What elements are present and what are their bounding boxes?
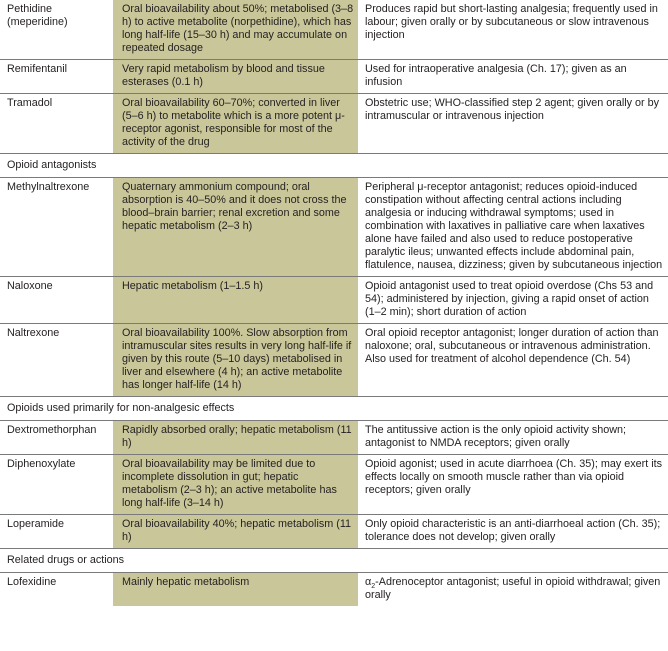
- drug-name: Naloxone: [0, 277, 113, 324]
- pharmacokinetics: Oral bioavailability 60–70%; converted in liver (5–6 h) to metabolite which is a more potent μ-receptor agonist, responsible for most of the activity of the drug: [113, 94, 358, 154]
- pharmacokinetics: Rapidly absorbed orally; hepatic metabolism (11 h): [113, 421, 358, 455]
- section-title: Opioid antagonists: [0, 154, 668, 178]
- section-title: Opioids used primarily for non-analgesic effects: [0, 397, 668, 421]
- pharmacokinetics: Very rapid metabolism by blood and tissue esterases (0.1 h): [113, 60, 358, 94]
- table-row: [0, 324, 668, 397]
- drug-name: Naltrexone: [0, 324, 113, 397]
- pharmacokinetics: Oral bioavailability 40%; hepatic metabolism (11 h): [113, 515, 358, 549]
- pharmacokinetics: Oral bioavailability may be limited due to incomplete dissolution in gut; hepatic metabolism (2–3 h); an active metabolite has long half-life (3–14 h): [113, 455, 358, 515]
- section-header-row: [0, 154, 668, 178]
- pharmacokinetics: Mainly hepatic metabolism: [113, 573, 358, 607]
- section-header-row: [0, 549, 668, 573]
- clinical-effects: [358, 573, 668, 607]
- table-row: [0, 60, 668, 94]
- clinical-effects: Opioid antagonist used to treat opioid overdose (Chs 53 and 54); administered by injection, giving a rapid onset of action (1–2 min); short duration of action: [358, 277, 668, 324]
- clinical-effects: Produces rapid but short-lasting analgesia; frequently used in labour; given orally or by subcutaneous or slow intravenous injection: [358, 0, 668, 60]
- table-row: [0, 455, 668, 515]
- drug-name: Diphenoxylate: [0, 455, 113, 515]
- clinical-effects: Only opioid characteristic is an anti-diarrhoeal action (Ch. 35); tolerance does not develop; given orally: [358, 515, 668, 549]
- drug-name: Tramadol: [0, 94, 113, 154]
- pharmacokinetics: Oral bioavailability about 50%; metabolised (3–8 h) to active metabolite (norpethidine), which has long half-life (15–30 h) and may accumulate on repeated dosage: [113, 0, 358, 60]
- section-header-row: [0, 397, 668, 421]
- drug-name: Loperamide: [0, 515, 113, 549]
- clinical-effects: The antitussive action is the only opioid activity shown; antagonist to NMDA receptors; given orally: [358, 421, 668, 455]
- alpha-subscript: 2: [371, 583, 376, 591]
- section-title: Related drugs or actions: [0, 549, 668, 573]
- table-row: [0, 277, 668, 324]
- drug-name: Dextromethorphan: [0, 421, 113, 455]
- table-row: [0, 0, 668, 60]
- table-row: [0, 94, 668, 154]
- clinical-effects: Peripheral μ-receptor antagonist; reduces opioid-induced constipation without affecting central actions including analgesia or inducing withdrawal symptoms; used in combination with laxatives in palliative care when laxatives alone have failed and also used to reduce postoperative paralytic ileus; unwanted effects include abdominal pain, flatulence, nausea, dizziness; given by subcutaneous injection: [358, 178, 668, 277]
- alpha-symbol: α: [365, 576, 372, 588]
- clinical-effects: Obstetric use; WHO-classified step 2 agent; given orally or by intramuscular or intravenous injection: [358, 94, 668, 154]
- drug-name: Pethidine (meperidine): [0, 0, 113, 60]
- pharmacokinetics: Hepatic metabolism (1–1.5 h): [113, 277, 358, 324]
- table-row: [0, 178, 668, 277]
- table-row: [0, 421, 668, 455]
- clinical-effects: Oral opioid receptor antagonist; longer duration of action than naloxone; oral, subcutaneous or intravenous administration. Also used for treatment of alcohol dependence (Ch. 54): [358, 324, 668, 397]
- clinical-effects-text: -Adrenoceptor antagonist; useful in opioid withdrawal; given orally: [365, 576, 661, 601]
- drug-name: Lofexidine: [7, 576, 57, 588]
- clinical-effects: Used for intraoperative analgesia (Ch. 17); given as an infusion: [358, 60, 668, 94]
- clinical-effects: Opioid agonist; used in acute diarrhoea (Ch. 35); may exert its effects locally on smooth muscle rather than via opioid receptors; given orally: [358, 455, 668, 515]
- drug-name: Methylnaltrexone: [0, 178, 113, 277]
- table-row: [0, 515, 668, 549]
- drug-name: Remifentanil: [0, 60, 113, 94]
- pharmacokinetics: Oral bioavailability 100%. Slow absorption from intramuscular sites results in very long half-life if given by this route (5–10 days) metabolised in liver and elsewhere (4 h); an active metabolite has longer half-life (14 h): [113, 324, 358, 397]
- table-row: [0, 573, 668, 607]
- pharmacokinetics: Quaternary ammonium compound; oral absorption is 40–50% and it does not cross the blood–brain barrier; renal excretion and some hepatic metabolism (2–3 h): [113, 178, 358, 277]
